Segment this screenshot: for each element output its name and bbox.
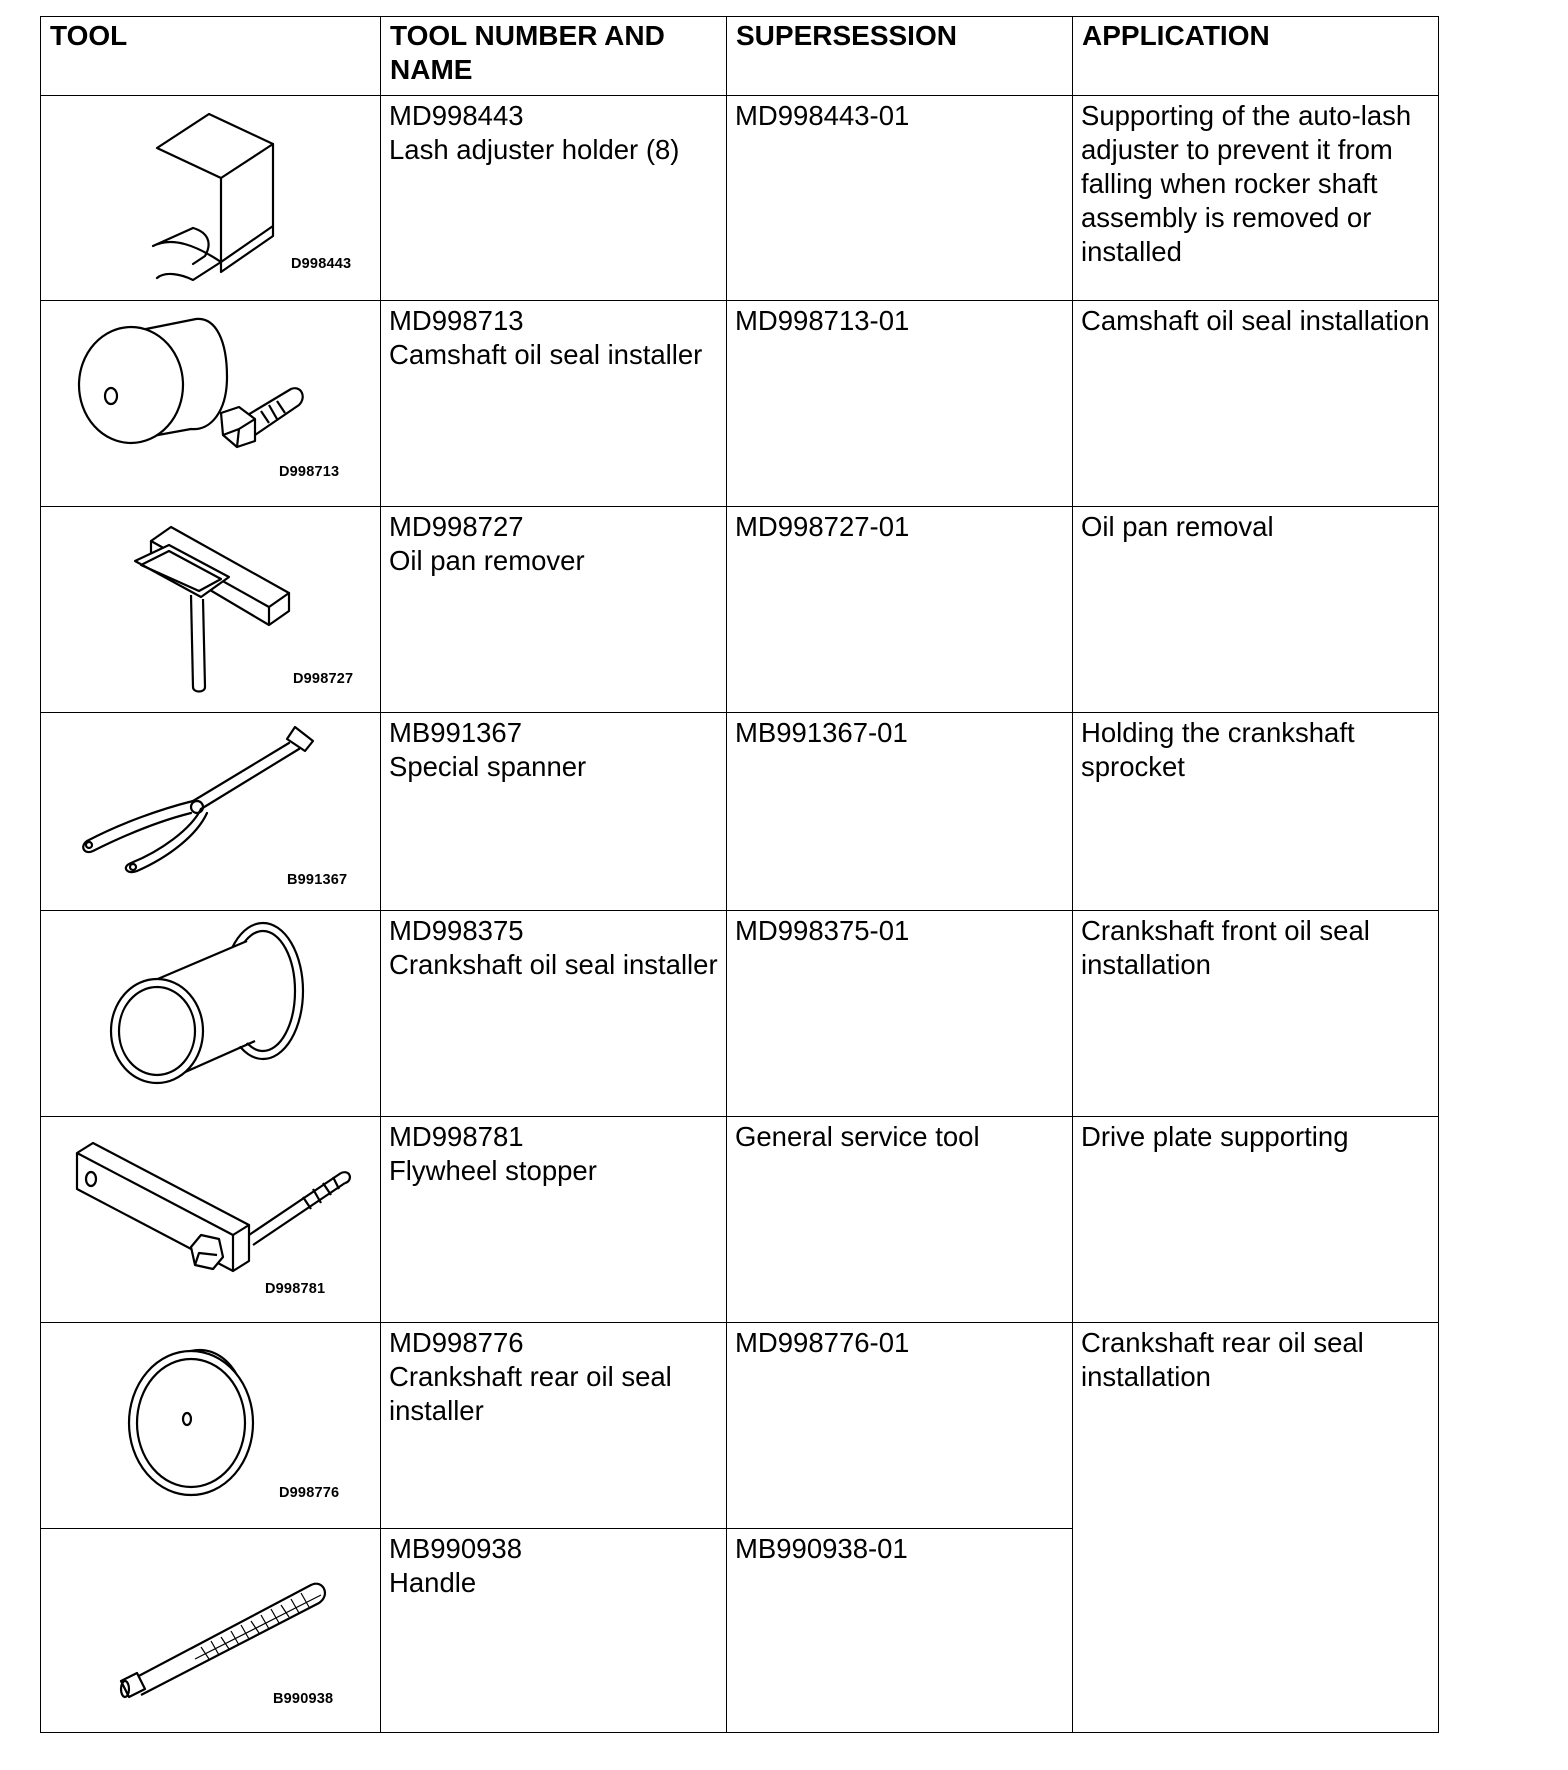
tool-number: MD998727	[389, 511, 524, 542]
tool-name: Handle	[389, 1567, 477, 1598]
supersession-cell: MD998443-01	[727, 96, 1073, 301]
tool-image-cell	[41, 507, 381, 713]
tool-image-code: D998727	[293, 671, 354, 687]
tool-number: MD998713	[389, 305, 524, 336]
tool-image-code: B990938	[273, 1691, 334, 1707]
table-row	[41, 96, 1439, 301]
tool-image-code: D998776	[279, 1485, 340, 1501]
supersession-cell: MD998727-01	[727, 507, 1073, 713]
application-cell: Drive plate supporting	[1073, 1117, 1439, 1323]
application-cell: Crankshaft front oil seal installation	[1073, 911, 1439, 1117]
table-row	[41, 911, 1439, 1117]
tool-number: MD998443	[389, 100, 524, 131]
tool-number: MB990938	[389, 1533, 523, 1564]
flywheel-stopper-icon	[41, 1117, 379, 1321]
tool-image-code: D998443	[291, 256, 352, 272]
tool-image-cell	[41, 713, 381, 911]
tool-image-cell	[41, 1323, 381, 1529]
supersession-cell: General service tool	[727, 1117, 1073, 1323]
tool-number-name-cell	[381, 713, 727, 911]
tool-name: Oil pan remover	[389, 545, 585, 576]
tool-image-code: D998713	[279, 464, 340, 480]
table-row	[41, 1117, 1439, 1323]
tool-number: MD998375	[389, 915, 524, 946]
tool-name: Special spanner	[389, 751, 587, 782]
table-row	[41, 507, 1439, 713]
header-application: APPLICATION	[1073, 17, 1439, 96]
table-header-row	[41, 17, 1439, 96]
tool-number: MD998781	[389, 1121, 524, 1152]
application-cell: Camshaft oil seal installation	[1073, 301, 1439, 507]
supersession-cell: MD998776-01	[727, 1323, 1073, 1529]
tool-image-cell	[41, 911, 381, 1117]
supersession-cell: MD998713-01	[727, 301, 1073, 507]
tool-image-cell	[41, 1117, 381, 1323]
tool-image-code: B991367	[287, 872, 348, 888]
tool-image-code: D998781	[265, 1281, 326, 1297]
crankshaft-oil-seal-installer-icon	[41, 911, 379, 1115]
tool-image-cell	[41, 96, 381, 301]
tool-number-name-cell	[381, 1529, 727, 1733]
supersession-cell: MD998375-01	[727, 911, 1073, 1117]
table-row	[41, 301, 1439, 507]
tool-number-name-cell	[381, 1323, 727, 1529]
tool-image-cell	[41, 301, 381, 507]
application-cell: Crankshaft rear oil seal installation	[1073, 1323, 1439, 1733]
tool-name: Flywheel stopper	[389, 1155, 597, 1186]
header-tool-number-and-name: TOOL NUMBER AND NAME	[381, 17, 727, 96]
header-supersession: SUPERSESSION	[727, 17, 1073, 96]
tool-number-name-cell	[381, 1117, 727, 1323]
header-tool: TOOL	[41, 17, 381, 96]
tool-number-name-cell	[381, 507, 727, 713]
special-tools-table	[40, 16, 1439, 1733]
tool-name: Lash adjuster holder (8)	[389, 134, 680, 165]
supersession-cell: MB990938-01	[727, 1529, 1073, 1733]
supersession-cell: MB991367-01	[727, 713, 1073, 911]
tool-number-name-cell	[381, 96, 727, 301]
application-cell: Supporting of the auto-lash adjuster to prevent it from falling when rocker shaft assembly is removed or installed	[1073, 96, 1439, 301]
tool-name: Camshaft oil seal installer	[389, 339, 703, 370]
application-cell: Oil pan removal	[1073, 507, 1439, 713]
table-row	[41, 1323, 1439, 1529]
tool-name: Crankshaft oil seal installer	[389, 949, 718, 980]
tool-name: Crankshaft rear oil seal installer	[389, 1361, 672, 1426]
tool-number-name-cell	[381, 911, 727, 1117]
tool-image-cell	[41, 1529, 381, 1733]
tool-number: MD998776	[389, 1327, 524, 1358]
tool-number-name-cell	[381, 301, 727, 507]
tool-number: MB991367	[389, 717, 523, 748]
table-row	[41, 713, 1439, 911]
application-cell: Holding the crankshaft sprocket	[1073, 713, 1439, 911]
